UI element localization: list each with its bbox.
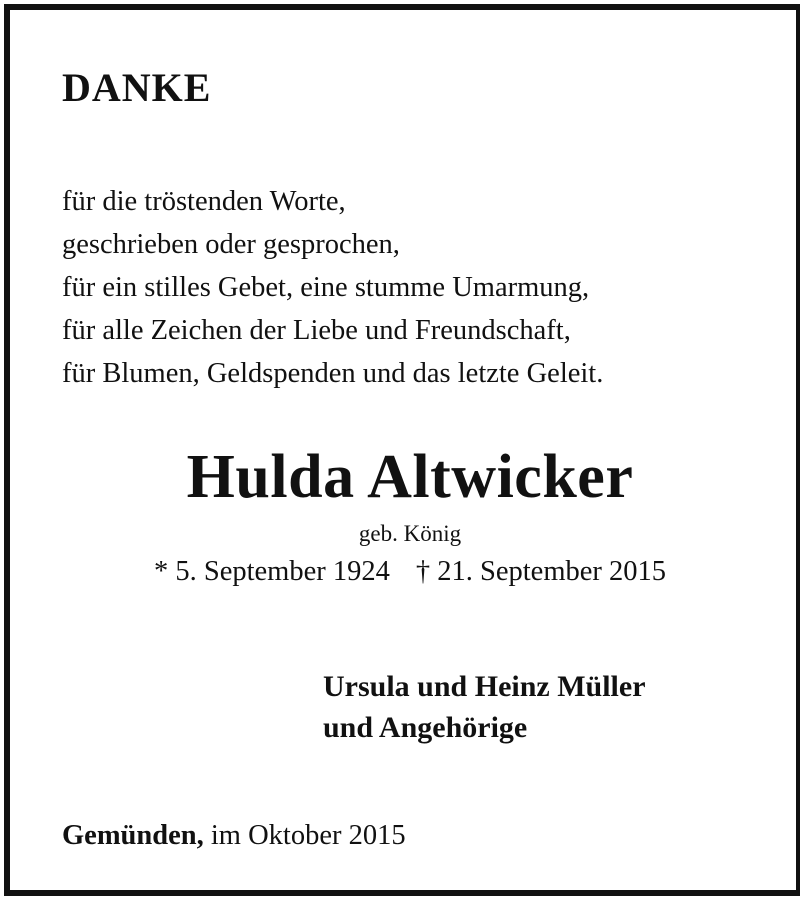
thanks-line: für ein stilles Gebet, eine stumme Umarmung,: [62, 272, 590, 303]
mourner-line: und Angehörige: [323, 711, 528, 744]
mourner-line: Ursula und Heinz Müller: [323, 670, 646, 703]
place-name: Gemünden,: [62, 820, 204, 851]
thanks-line: für alle Zeichen der Liebe und Freundschaft,: [62, 315, 571, 346]
mourners-block: [323, 666, 646, 748]
notice-heading: DANKE: [62, 65, 212, 110]
notice-date: im Oktober 2015: [210, 820, 406, 851]
notice-frame: [4, 4, 800, 896]
thanks-text: [62, 180, 603, 395]
thanks-line: für die tröstenden Worte,: [62, 186, 346, 217]
thanks-line: geschrieben oder gesprochen,: [62, 229, 400, 260]
thanks-line: für Blumen, Geldspenden und das letzte Geleit.: [62, 358, 604, 389]
birth-date: * 5. September 1924: [153, 556, 390, 587]
life-dates: [10, 558, 800, 587]
death-date: † 21. September 2015: [415, 556, 667, 587]
place-date-line: [62, 822, 406, 851]
maiden-name: geb. König: [358, 521, 462, 546]
deceased-name: Hulda Altwicker: [186, 443, 634, 511]
